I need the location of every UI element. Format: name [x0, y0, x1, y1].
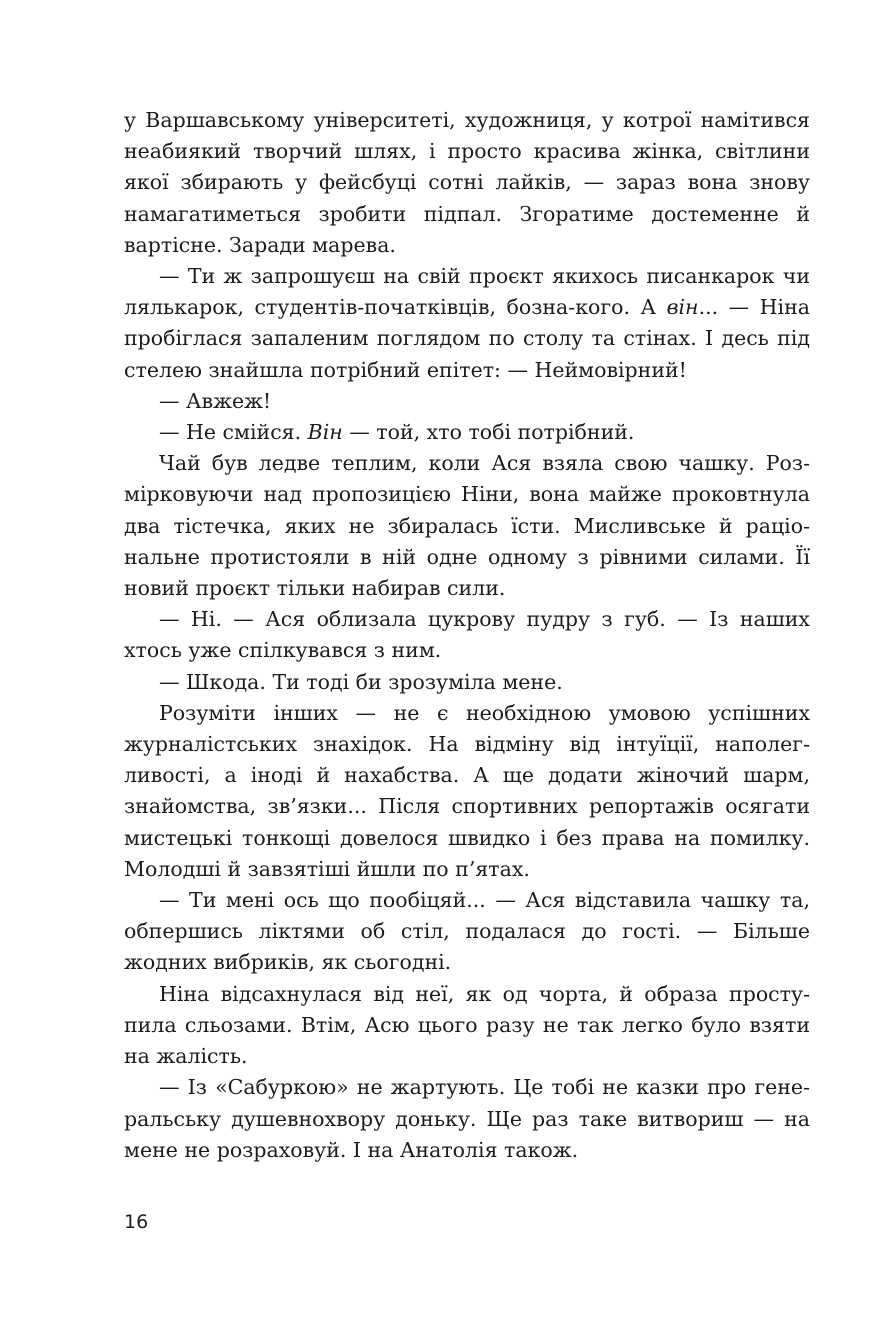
page-body-text	[124, 105, 810, 1166]
paragraph: Чай був ледве теплим, коли Ася взяла свою чашку. Розмірковуючи над пропозицією Ніни, вона майже проковтнула два тістечка, яких не збиралась їсти. Мисливське й раціональне протистояли в ній одне одному з рівними силами. Її новий проєкт тільки набирав сили.	[124, 451, 810, 601]
paragraph: — Шкода. Ти тоді би зрозуміла мене.	[159, 669, 563, 694]
paragraph: — Із «Сабуркою» не жартують. Це тобі не казки про генеральську душевнохвору доньку. Ще раз таке витвориш — на мене не розраховуй. І на Анатолія також.	[124, 1075, 810, 1162]
paragraph: — Ні. — Ася облизала цукрову пудру з губ. — Із наших хтось уже спілкувався з ним.	[124, 607, 810, 663]
paragraph: — Ти ж запрошуєш на свій проєкт якихось писанкарок чи лялькарок, студентів-початківців, бозна-кого. А він... — Ніна пробіглася запаленим поглядом по столу та стінах. І десь під стелею знайшла потрібний епітет: — Неймовірний!	[124, 264, 810, 382]
paragraph: — Авжеж!	[159, 388, 272, 413]
paragraph: — Не смійся. Він — той, хто тобі потрібний.	[159, 420, 635, 445]
page-number: 16	[124, 1211, 149, 1233]
paragraph: Розуміти інших — не є необхідною умовою успішних журналістських знахідок. На відміну від інтуїції, наполегливості, а іноді й нахабства. А ще додати жіночий шарм, знайомства, зв’язки... Після спортивних репортажів осягати мистецькі тонкощі довелося швидко і без права на помилку. Молодші й завзятіші йшли по п’ятах.	[124, 700, 810, 881]
emphasis-text: він	[666, 295, 699, 320]
paragraph: у Варшавському університеті, художниця, у котрої намітився неабиякий творчий шлях, і просто красива жінка, світлини якої збирають у фейсбуці сотні лайків, — зараз вона знову намагатиметься зробити підпал. Згоратиме достеменне й вартісне. Заради марева.	[124, 108, 810, 257]
emphasis-text: Він	[307, 420, 343, 445]
paragraph: — Ти мені ось що пообіцяй... — Ася відставила чашку та, обпершись ліктями об стіл, подалася до гості. — Більше жодних вибриків, як сьогодні.	[124, 888, 810, 975]
paragraph: Ніна відсахнулася від неї, як од чорта, й образа проступила сльозами. Втім, Асю цього разу не так легко було взяти на жалість.	[124, 981, 810, 1069]
